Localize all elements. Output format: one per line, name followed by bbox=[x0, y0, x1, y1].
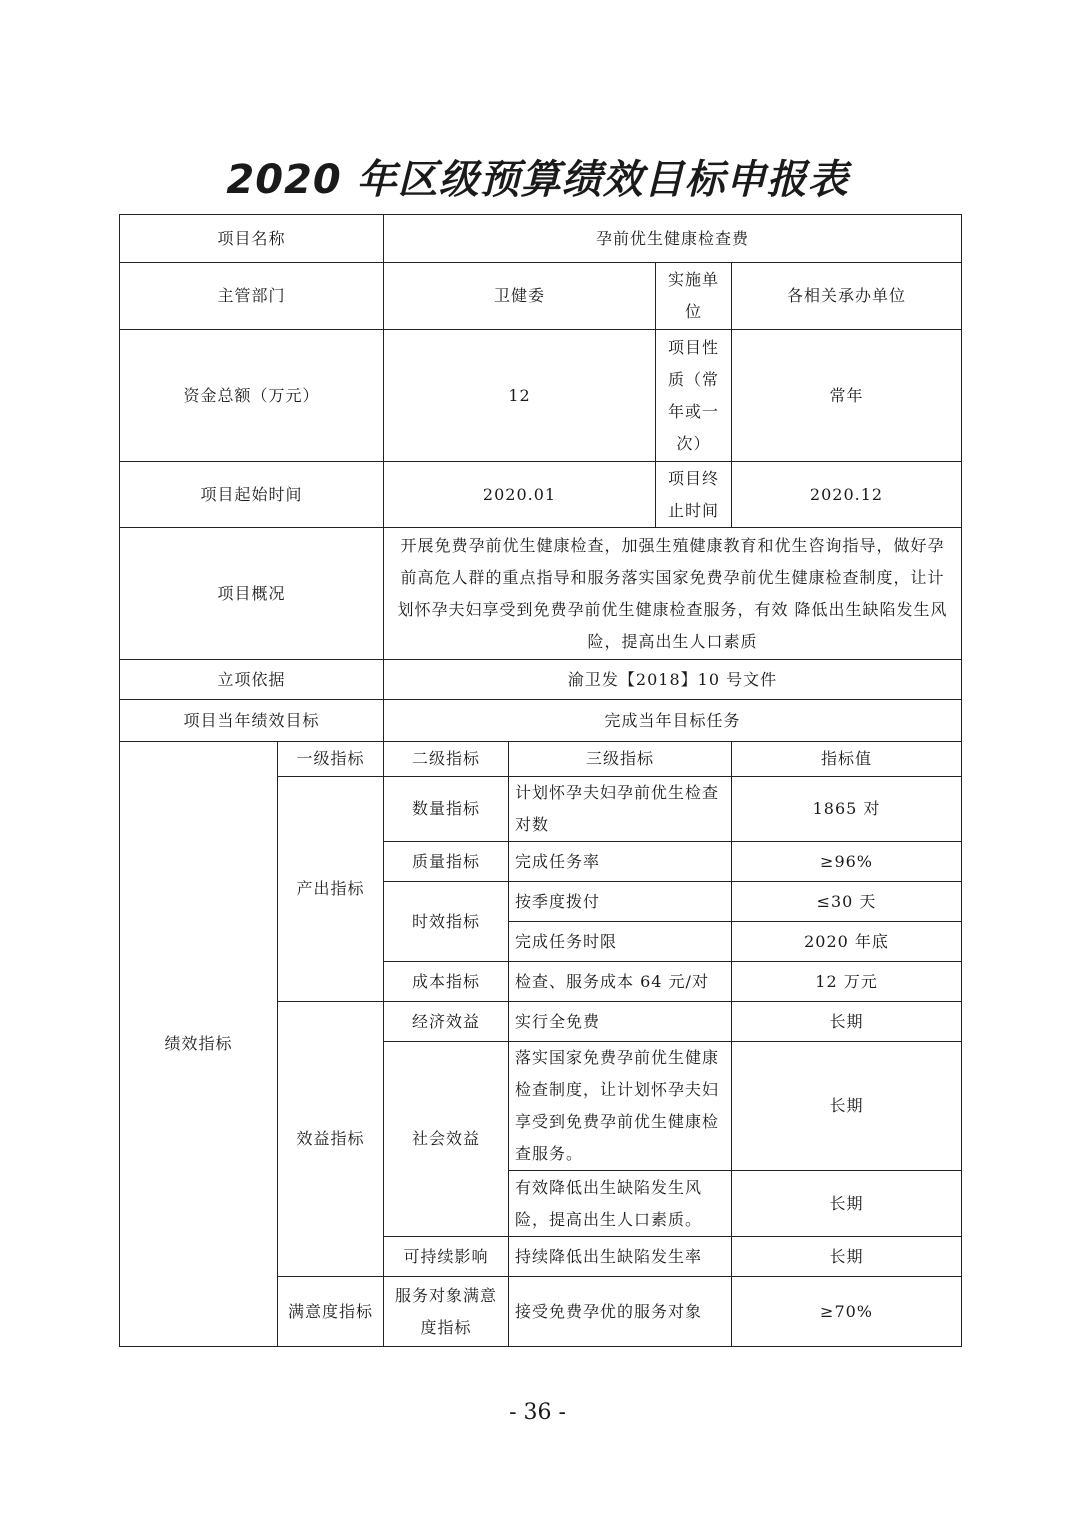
indicators-section-label: 绩效指标 bbox=[120, 742, 278, 1347]
social-item-2: 有效降低出生缺陷发生风险，提高出生人口素质。 bbox=[509, 1171, 732, 1237]
end-value: 2020.12 bbox=[732, 462, 962, 528]
satisfaction-sub-label: 服务对象满意度指标 bbox=[384, 1277, 509, 1347]
header-value: 指标值 bbox=[732, 742, 962, 777]
project-name-label: 项目名称 bbox=[120, 215, 384, 263]
header-level1: 一级指标 bbox=[278, 742, 384, 777]
row-project-name bbox=[120, 215, 962, 263]
end-label: 项目终止时间 bbox=[656, 462, 732, 528]
cost-label: 成本指标 bbox=[384, 962, 509, 1002]
nature-label: 项目性质（常年或一次） bbox=[656, 330, 732, 462]
quantity-label: 数量指标 bbox=[384, 777, 509, 842]
goal-value: 完成当年目标任务 bbox=[384, 700, 962, 742]
quantity-value: 1865 对 bbox=[732, 777, 962, 842]
economic-item: 实行全免费 bbox=[509, 1002, 732, 1042]
sustain-value: 长期 bbox=[732, 1237, 962, 1277]
header-level2: 二级指标 bbox=[384, 742, 509, 777]
dept-label: 主管部门 bbox=[120, 263, 384, 330]
page-number: - 36 - bbox=[509, 1400, 566, 1425]
benefit-label: 效益指标 bbox=[278, 1002, 384, 1277]
document-title: 2020 年区级预算绩效目标申报表 bbox=[226, 157, 849, 203]
overview-value: 开展免费孕前优生健康检查，加强生殖健康教育和优生咨询指导，做好孕前高危人群的重点指导和服务落实国家免费孕前优生健康检查制度，让计划怀孕夫妇享受到免费孕前优生健康检查服务，有效 降低出生缺陷发生风险，提高出生人口素质 bbox=[384, 528, 962, 660]
timeliness-value-2: 2020 年底 bbox=[732, 922, 962, 962]
row-period bbox=[120, 462, 962, 528]
header-level3: 三级指标 bbox=[509, 742, 732, 777]
basis-label: 立项依据 bbox=[120, 660, 384, 700]
fund-label: 资金总额（万元） bbox=[120, 330, 384, 462]
satisfaction-label: 满意度指标 bbox=[278, 1277, 384, 1347]
social-item-1: 落实国家免费孕前优生健康检查制度，让计划怀孕夫妇享受到免费孕前优生健康检查服务。 bbox=[509, 1042, 732, 1171]
cost-item: 检查、服务成本 64 元/对 bbox=[509, 962, 732, 1002]
row-fund bbox=[120, 330, 962, 462]
timeliness-item-1: 按季度拨付 bbox=[509, 882, 732, 922]
social-value-2: 长期 bbox=[732, 1171, 962, 1237]
row-basis bbox=[120, 660, 962, 700]
satisfaction-item: 接受免费孕优的服务对象 bbox=[509, 1277, 732, 1347]
quality-item: 完成任务率 bbox=[509, 842, 732, 882]
row-dept bbox=[120, 263, 962, 330]
social-value-1: 长期 bbox=[732, 1042, 962, 1171]
sustain-item: 持续降低出生缺陷发生率 bbox=[509, 1237, 732, 1277]
output-label: 产出指标 bbox=[278, 777, 384, 1002]
basis-value: 渝卫发【2018】10 号文件 bbox=[384, 660, 962, 700]
impl-unit-value: 各相关承办单位 bbox=[732, 263, 962, 330]
impl-unit-label: 实施单位 bbox=[656, 263, 732, 330]
overview-label: 项目概况 bbox=[120, 528, 384, 660]
social-label: 社会效益 bbox=[384, 1042, 509, 1237]
cost-value: 12 万元 bbox=[732, 962, 962, 1002]
fund-value: 12 bbox=[384, 330, 656, 462]
economic-value: 长期 bbox=[732, 1002, 962, 1042]
timeliness-value-1: ≤30 天 bbox=[732, 882, 962, 922]
timeliness-item-2: 完成任务时限 bbox=[509, 922, 732, 962]
budget-performance-table bbox=[119, 214, 962, 1347]
timeliness-label: 时效指标 bbox=[384, 882, 509, 962]
satisfaction-value: ≥70% bbox=[732, 1277, 962, 1347]
goal-label: 项目当年绩效目标 bbox=[120, 700, 384, 742]
sustain-label: 可持续影响 bbox=[384, 1237, 509, 1277]
start-value: 2020.01 bbox=[384, 462, 656, 528]
dept-value: 卫健委 bbox=[384, 263, 656, 330]
nature-value: 常年 bbox=[732, 330, 962, 462]
quality-label: 质量指标 bbox=[384, 842, 509, 882]
quality-value: ≥96% bbox=[732, 842, 962, 882]
start-label: 项目起始时间 bbox=[120, 462, 384, 528]
row-goal bbox=[120, 700, 962, 742]
row-overview bbox=[120, 528, 962, 660]
economic-label: 经济效益 bbox=[384, 1002, 509, 1042]
indicator-header-row bbox=[120, 742, 962, 777]
project-name-value: 孕前优生健康检查费 bbox=[384, 215, 962, 263]
quantity-item: 计划怀孕夫妇孕前优生检查对数 bbox=[509, 777, 732, 842]
